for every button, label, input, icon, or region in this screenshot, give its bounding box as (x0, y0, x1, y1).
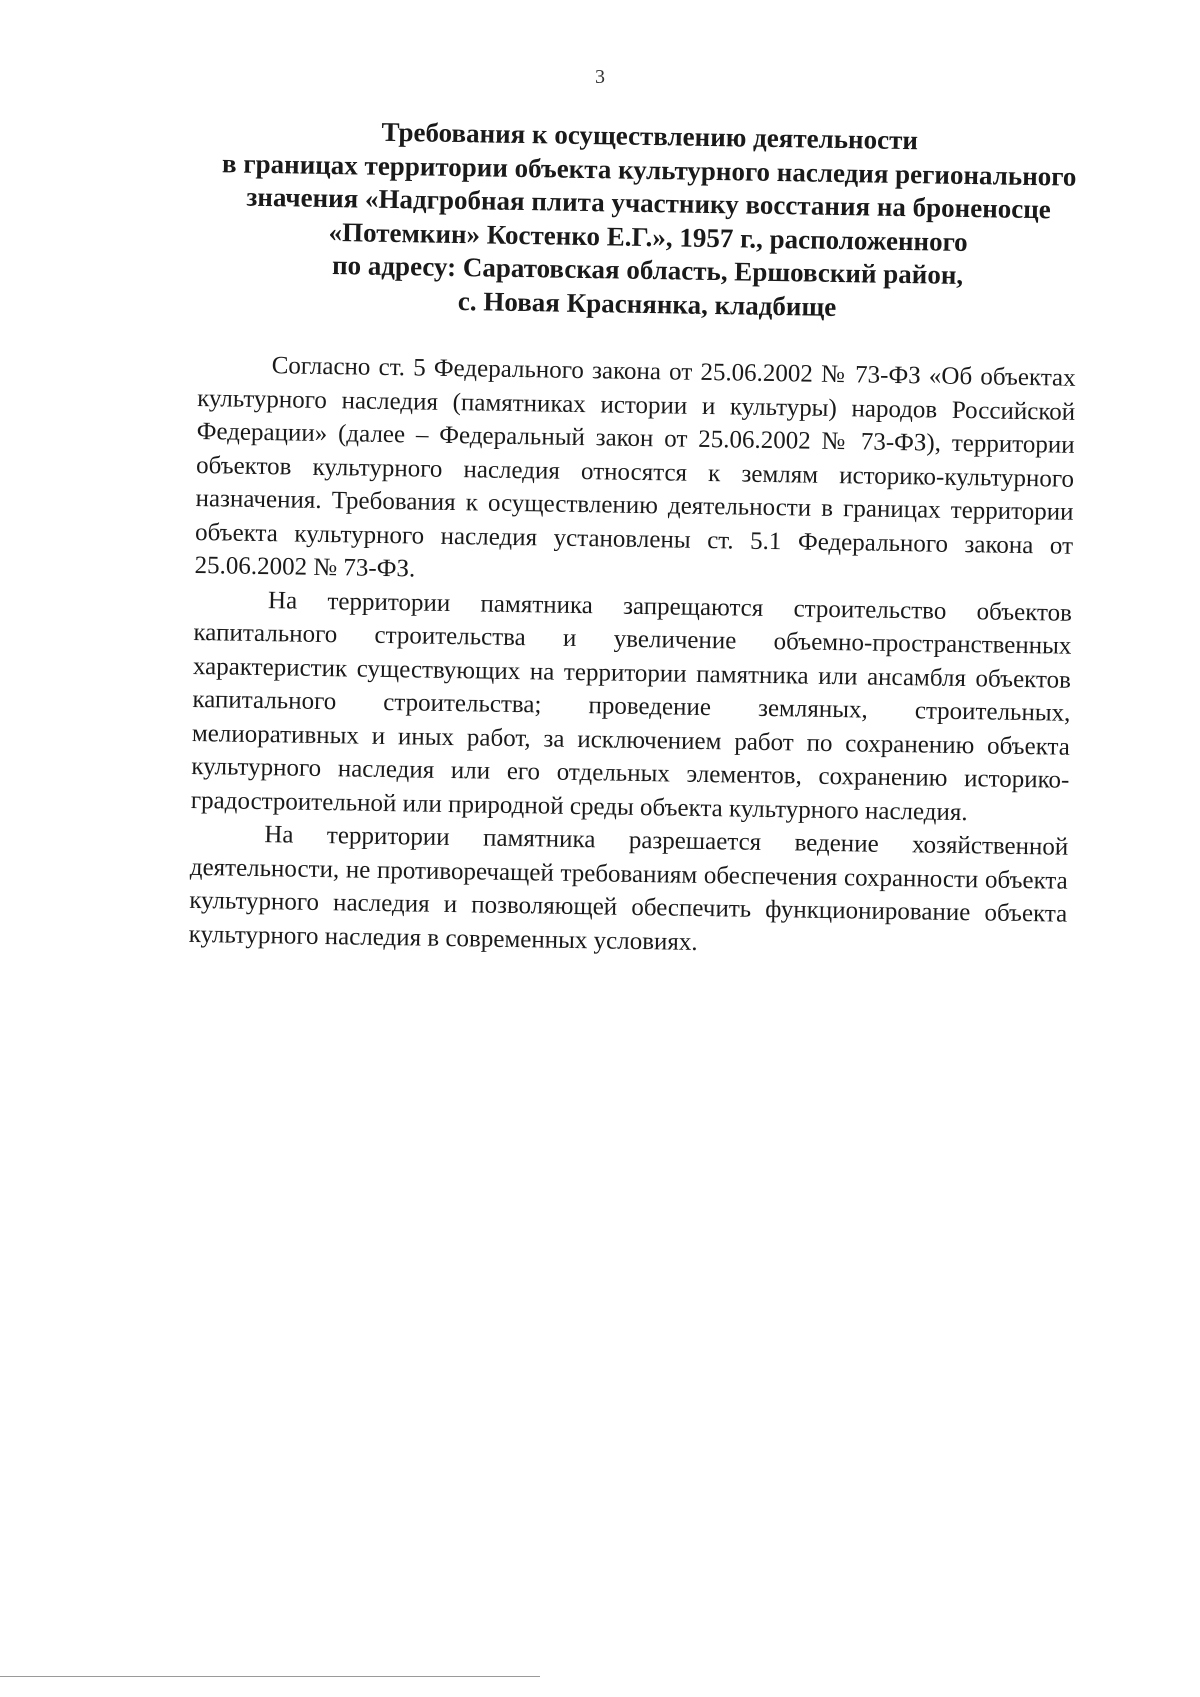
document-body (189, 348, 1076, 965)
title-line: по адресу: Саратовская область, Ершовский район, (331, 250, 964, 290)
document-title (212, 113, 1085, 328)
title-line: с. Новая Краснянка, кладбище (457, 285, 837, 322)
title-line: в границах территории объекта культурного наследия регионального (221, 147, 1077, 192)
paragraph-permissions: На территории памятника разрешается ведение хозяйственной деятельности, не противоречащей требованиям обеспечения сохранности объекта культурного наследия и позволяющей обеспечить функционирование объекта культурного наследия в современных условиях. (188, 821, 1069, 956)
page-number: 3 (595, 66, 605, 88)
paragraph-legal-basis: Согласно ст. 5 Федерального закона от 25.06.2002 № 73-ФЗ «Об объектах культурного наследия (памятниках истории и культуры) народов Российской Федерации» (далее – Федеральный закон от 25.06.2002 № 73-ФЗ), территории объектов культурного наследия относятся к землям историко-культурного назначения. Требования к осуществлению деятельности в границах территории объекта культурного наследия установлены ст. 5.1 Федерального закона от 25.06.2002 № 73-ФЗ. (194, 352, 1076, 583)
scan-edge-line (0, 1676, 540, 1677)
paragraph-prohibitions: На территории памятника запрещаются строительство объектов капитального строительства и увеличение объемно-пространственных характеристик существующих на территории памятника или ансамбля объектов капитального строительства; проведение земляных, строительных, мелиоративных и иных работ, за исключением работ по сохранению объекта культурного наследия или его отдельных элементов, сохранению историко-градостроительной или природной среды объекта культурного наследия. (190, 586, 1073, 826)
title-line: «Потемкин» Костенко Е.Г.», 1957 г., расположенного (328, 216, 968, 257)
title-line: значения «Надгробная плита участнику восстания на броненосце (246, 181, 1052, 225)
title-line: Требования к осуществлению деятельности (381, 116, 919, 156)
